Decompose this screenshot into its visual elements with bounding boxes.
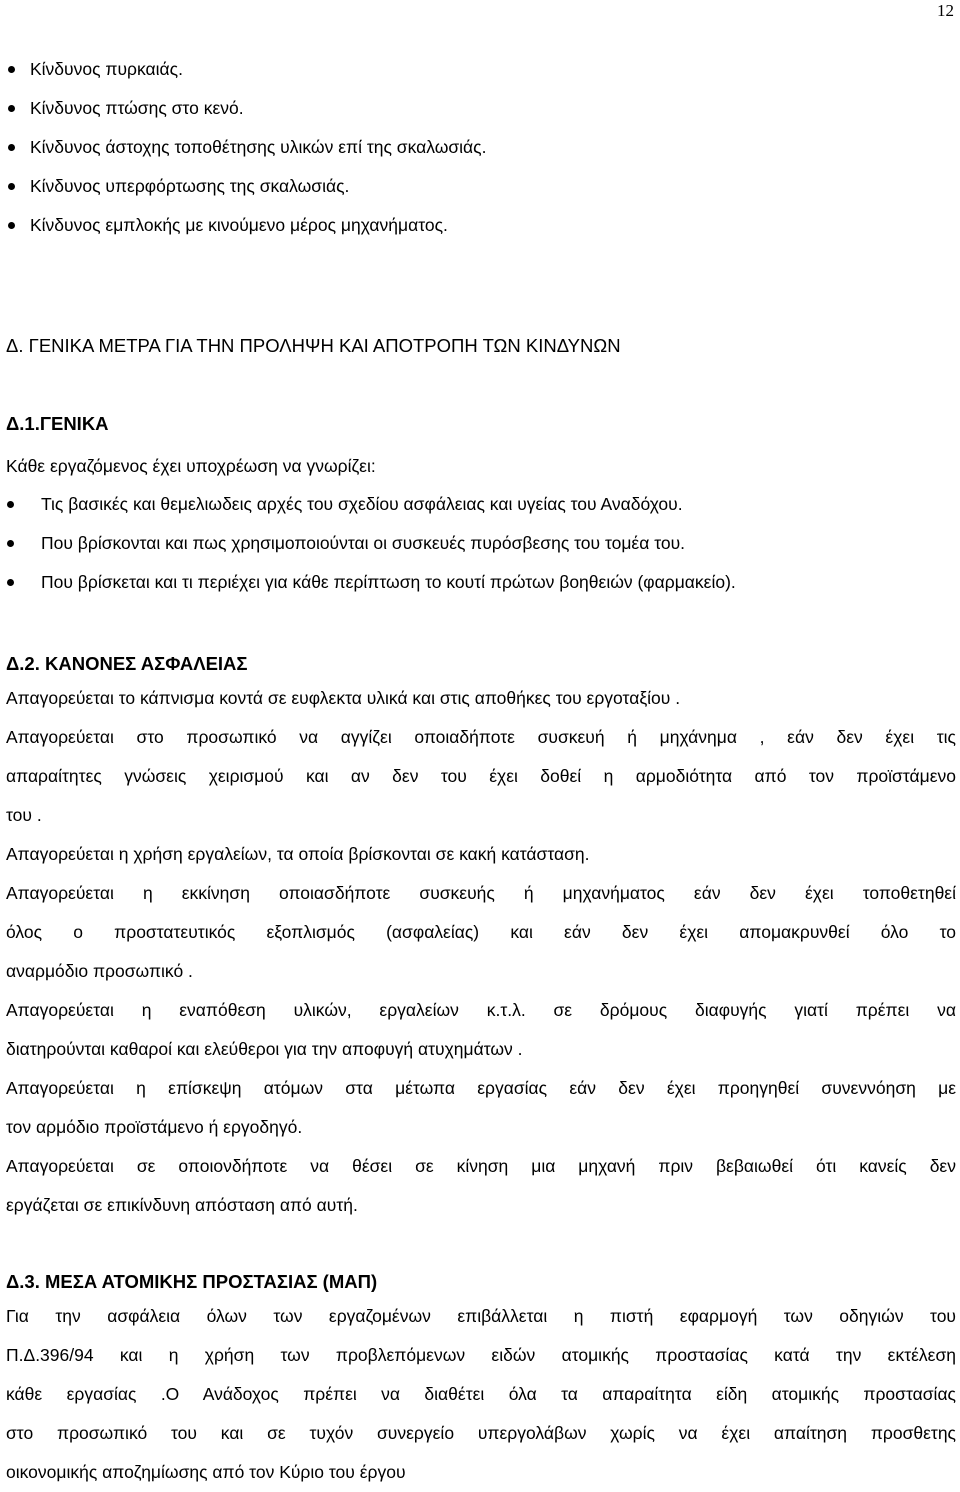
list-item-text: Κίνδυνος εμπλοκής με κινούμενο μέρος μηχανήματος. xyxy=(30,215,448,235)
list-item xyxy=(0,563,960,602)
text-line: απαραίτητες γνώσεις χειρισμού και αν δεν του έχει δοθεί η αρμοδιότητα από τον προϊστάμενο xyxy=(6,766,956,786)
text-line: κάθε εργασίας .Ο Ανάδοχος πρέπει να διαθέτει όλα τα απαραίτητα είδη ατομικής προστασίας xyxy=(6,1384,956,1404)
list-item xyxy=(0,50,960,89)
text-line: Για την ασφάλεια όλων των εργαζομένων επιβάλλεται η πιστή εφαρμογή των οδηγιών του xyxy=(6,1306,956,1326)
section-heading-general-measures: Δ. ΓΕΝΙΚΑ ΜΕΤΡΑ ΓΙΑ ΤΗΝ ΠΡΟΛΗΨΗ ΚΑΙ ΑΠΟΤΡΟΠΗ ΤΩΝ ΚΙΝΔΥΝΩΝ xyxy=(6,335,621,356)
text-line: εργάζεται σε επικίνδυνη απόσταση από αυτή. xyxy=(6,1195,358,1215)
bullet-icon xyxy=(8,183,15,190)
d3-ppe-paragraph xyxy=(6,1297,956,1492)
d2-safety-rules xyxy=(6,679,956,1225)
bullet-icon xyxy=(8,66,15,73)
list-item-text: Κίνδυνος υπερφόρτωσης της σκαλωσιάς. xyxy=(30,176,350,196)
bullet-icon xyxy=(8,105,15,112)
list-item xyxy=(0,128,960,167)
text-line: Απαγορεύεται η επίσκεψη ατόμων στα μέτωπα εργασίας εάν δεν έχει προηγηθεί συνεννόηση με xyxy=(6,1078,956,1098)
text-line: διατηρούνται καθαροί και ελεύθεροι για την αποφυγή ατυχημάτων . xyxy=(6,1039,523,1059)
text-line: όλος ο προστατευτικός εξοπλισμός (ασφαλείας) και εάν δεν έχει απομακρυνθεί όλο το xyxy=(6,922,956,942)
list-item xyxy=(0,206,960,245)
text-line: Απαγορεύεται στο προσωπικό να αγγίζει οποιαδήποτε συσκευή ή μηχάνημα , εάν δεν έχει τις xyxy=(6,727,956,747)
text-line: οικονομικής αποζημίωσης από τον Κύριο του έργου xyxy=(6,1462,406,1482)
list-item xyxy=(0,524,960,563)
bullet-icon xyxy=(8,144,15,151)
list-item-text: Κίνδυνος άστοχης τοποθέτησης υλικών επί της σκαλωσιάς. xyxy=(30,137,487,157)
bullet-icon xyxy=(8,222,15,229)
text-line: Απαγορεύεται το κάπνισμα κοντά σε ευφλεκτα υλικά και στις αποθήκες του εργοταξίου . xyxy=(6,688,681,708)
list-item xyxy=(0,89,960,128)
text-line: στο προσωπικό του και σε τυχόν συνεργείο υπεργολάβων χωρίς να έχει απαίτηση προσθετης xyxy=(6,1423,956,1443)
section-heading-d3: Δ.3. ΜΕΣΑ ΑΤΟΜΙΚΗΣ ΠΡΟΣΤΑΣΙΑΣ (ΜΑΠ) xyxy=(6,1271,378,1292)
list-item-text: Που βρίσκονται και πως χρησιμοποιούνται οι συσκευές πυρόσβεσης του τομέα του. xyxy=(41,533,686,553)
list-item xyxy=(0,167,960,206)
hazard-list xyxy=(0,50,960,245)
text-line: αναρμόδιο προσωπικό . xyxy=(6,961,193,981)
text-line: Απαγορεύεται η εναπόθεση υλικών, εργαλείων κ.τ.λ. σε δρόμους διαφυγής γιατί πρέπει να xyxy=(6,1000,956,1020)
bullet-icon xyxy=(7,579,14,586)
section-heading-d2: Δ.2. ΚΑΝΟΝΕΣ ΑΣΦΑΛΕΙΑΣ xyxy=(6,653,248,674)
list-item-text: Τις βασικές και θεμελιωδεις αρχές του σχεδίου ασφάλειας και υγείας του Αναδόχου. xyxy=(41,494,683,514)
list-item-text: Κίνδυνος πτώσης στο κενό. xyxy=(30,98,244,118)
text-line: του . xyxy=(6,805,42,825)
text-line: Απαγορεύεται η εκκίνηση οποιασδήποτε συσκευής ή μηχανήματος εάν δεν έχει τοποθετηθεί xyxy=(6,883,956,903)
page-number: 12 xyxy=(937,1,954,20)
text-line: Κάθε εργαζόμενος έχει υποχρέωση να γνωρίζει: xyxy=(6,456,376,476)
bullet-icon xyxy=(7,540,14,547)
list-item-text: Κίνδυνος πυρκαιάς. xyxy=(30,59,183,79)
text-line: τον αρμόδιο προϊστάμενο ή εργοδηγό. xyxy=(6,1117,303,1137)
text-line: Απαγορεύεται σε οποιονδήποτε να θέσει σε κίνηση μια μηχανή πριν βεβαιωθεί ότι κανείς δεν xyxy=(6,1156,956,1176)
section-heading-d1: Δ.1.ΓΕΝΙΚΑ xyxy=(6,413,109,434)
list-item xyxy=(0,485,960,524)
bullet-icon xyxy=(7,501,14,508)
text-line: Απαγορεύεται η χρήση εργαλείων, τα οποία βρίσκονται σε κακή κατάσταση. xyxy=(6,844,590,864)
d1-intro xyxy=(6,447,956,486)
d1-knowledge-list xyxy=(0,485,960,602)
list-item-text: Που βρίσκεται και τι περιέχει για κάθε περίπτωση το κουτί πρώτων βοηθειών (φαρμακείο). xyxy=(41,572,736,592)
text-line: Π.Δ.396/94 και η χρήση των προβλεπόμενων ειδών ατομικής προστασίας κατά την εκτέλεση xyxy=(6,1345,956,1365)
